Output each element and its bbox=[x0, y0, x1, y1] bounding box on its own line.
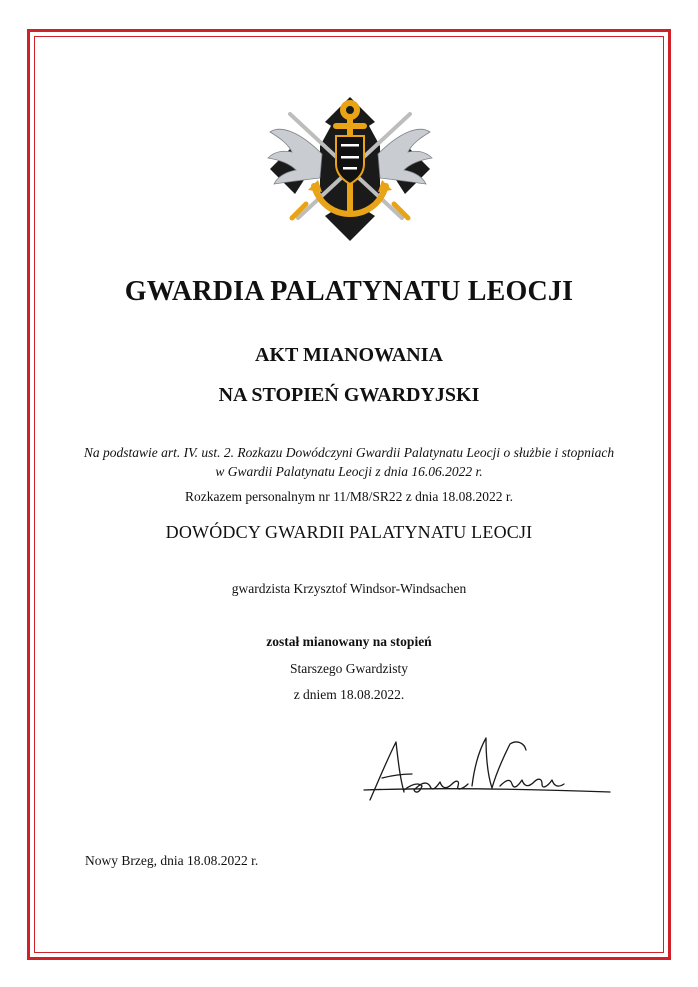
legal-basis-text: Na podstawie art. IV. ust. 2. Rozkazu Dowódczyni Gwardii Palatynatu Leocji o służbie i stopniach w Gwardii Palatynatu Leocji z dnia 16.06.2022 r. bbox=[83, 445, 615, 479]
appointee-name: gwardzista Krzysztof Windsor-Windsachen bbox=[231, 581, 467, 596]
commander-heading: DOWÓDCY GWARDII PALATYNATU LEOCJI bbox=[165, 522, 533, 542]
effective-date: z dniem 18.08.2022. bbox=[293, 687, 405, 702]
cross-anchor-swords-emblem-icon bbox=[262, 94, 438, 244]
personal-order-text: Rozkazem personalnym nr 11/M8/SR22 z dnia 18.08.2022 r. bbox=[185, 489, 513, 504]
rank-name: Starszego Gwardzisty bbox=[289, 661, 409, 676]
appointed-phrase: został mianowany na stopień bbox=[266, 634, 432, 649]
handwritten-signature-icon bbox=[360, 730, 620, 810]
organization-title: GWARDIA PALATYNATU LEOCJI bbox=[124, 276, 574, 307]
act-title-line2: NA STOPIEŃ GWARDYJSKI bbox=[218, 384, 480, 406]
act-title-line1: AKT MIANOWANIA bbox=[255, 344, 443, 366]
place-and-date: Nowy Brzeg, dnia 18.08.2022 r. bbox=[85, 853, 259, 868]
